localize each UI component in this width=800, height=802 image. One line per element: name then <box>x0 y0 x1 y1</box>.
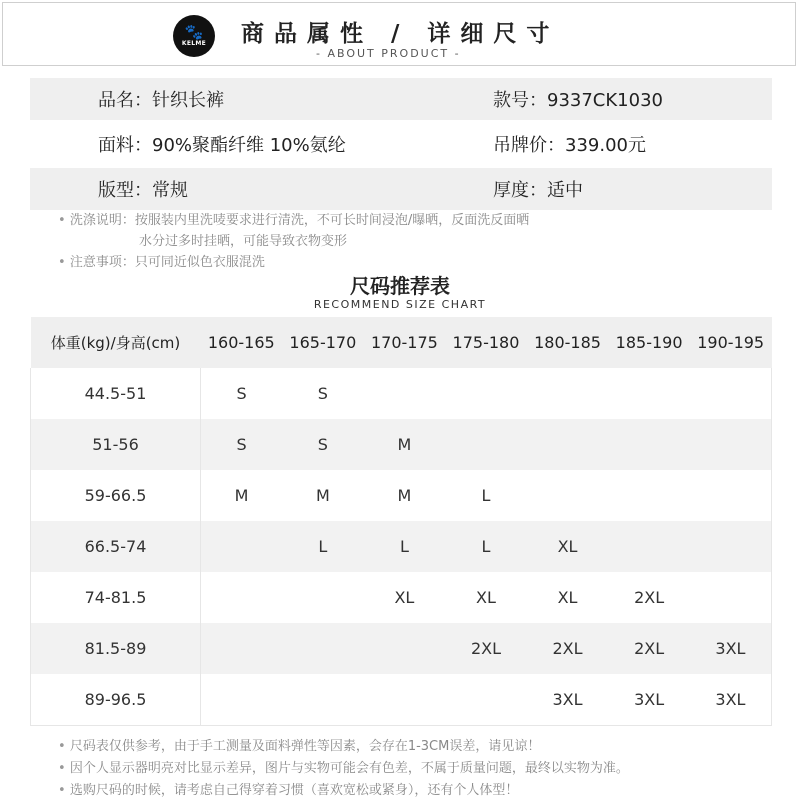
footer-note: • 因个人显示器明亮对比显示差异，图片与实物可能会有色差，不属于质量问题，最终以实物为准。 <box>58 761 629 776</box>
size-cell <box>527 419 609 470</box>
corner-header: 体重(kg)/身高(cm) <box>31 317 201 368</box>
size-cell <box>282 572 364 623</box>
table-row <box>31 572 772 623</box>
size-chart-table <box>30 317 772 726</box>
size-cell <box>282 623 364 674</box>
size-cell <box>690 572 772 623</box>
size-chart-title: 尺码推荐表 <box>350 274 450 298</box>
footer-notes <box>58 736 629 802</box>
attribute-row <box>30 123 772 165</box>
section-subtitle: - ABOUT PRODUCT - <box>316 47 461 60</box>
size-cell: 2XL <box>527 623 609 674</box>
fabric: 面料：90%聚酯纤维 10%氨纶 <box>98 135 346 156</box>
thickness: 厚度：适中 <box>493 180 583 201</box>
wash-instructions-cont: 水分过多时挂晒，可能导致衣物变形 <box>139 234 348 249</box>
table-row <box>31 623 772 674</box>
size-cell: M <box>315 486 330 505</box>
size-cell: M <box>397 486 412 505</box>
size-cell <box>364 623 446 674</box>
size-cell <box>445 368 527 419</box>
height-header: 160-165 <box>201 317 283 368</box>
weight-cell: 89-96.5 <box>31 674 201 726</box>
size-cell: 3XL <box>608 674 690 726</box>
height-header: 165-170 <box>282 317 364 368</box>
size-cell: S <box>201 419 283 470</box>
height-header: 190-195 <box>690 317 772 368</box>
size-cell <box>690 470 772 521</box>
size-cell: S <box>282 419 364 470</box>
table-header-row <box>31 317 772 368</box>
attribute-row <box>30 78 772 120</box>
size-chart-subtitle: RECOMMEND SIZE CHART <box>313 298 487 311</box>
footer-note: • 选购尺码的时候，请考虑自己得穿着习惯（喜欢宽松或紧身），还有个人体型！ <box>58 783 519 798</box>
size-cell: 3XL <box>527 674 609 726</box>
size-cell: L <box>481 486 491 505</box>
table-row <box>31 470 772 521</box>
product-attributes <box>30 78 772 213</box>
size-cell <box>608 419 690 470</box>
footer-note: • 尺码表仅供参考，由于手工测量及面料弹性等因素，会存在1-3CM误差，请见谅！ <box>58 739 541 754</box>
size-cell <box>527 470 609 521</box>
table-body <box>31 368 772 726</box>
size-cell <box>690 521 772 572</box>
size-cell: 3XL <box>690 674 772 726</box>
size-cell <box>364 368 446 419</box>
size-cell: XL <box>476 588 496 607</box>
size-cell <box>690 368 772 419</box>
size-cell: 2XL <box>608 623 690 674</box>
table-row <box>31 674 772 726</box>
size-cell: 3XL <box>690 623 772 674</box>
wash-instructions: • 洗涤说明：按服装内里洗唛要求进行清洗，不可长时间浸泡/曝晒，反面洗反面晒 <box>58 213 530 228</box>
section-title: 商品属性 / 详细尺寸 <box>241 21 560 47</box>
weight-cell: 74-81.5 <box>31 572 201 623</box>
height-header: 170-175 <box>364 317 446 368</box>
attention-note: • 注意事项：只可同近似色衣服混洗 <box>58 255 265 270</box>
style-number: 款号：9337CK1030 <box>493 90 663 111</box>
size-cell <box>527 368 609 419</box>
size-cell <box>690 419 772 470</box>
size-cell <box>201 572 283 623</box>
tag-price: 吊牌价：339.00元 <box>493 135 646 156</box>
size-cell: S <box>201 368 283 419</box>
attribute-row <box>30 168 772 210</box>
size-cell: XL <box>394 588 415 607</box>
size-cell: 2XL <box>445 623 527 674</box>
fit-type: 版型：常规 <box>98 180 188 201</box>
size-cell <box>364 674 446 726</box>
size-cell <box>201 623 283 674</box>
size-cell: XL <box>557 588 578 607</box>
logo-text: KELME <box>181 39 207 47</box>
size-cell <box>282 674 364 726</box>
weight-cell: 59-66.5 <box>31 470 201 521</box>
table-row <box>31 368 772 419</box>
size-cell <box>445 419 527 470</box>
kelme-logo <box>173 15 215 57</box>
product-name: 品名：针织长裤 <box>98 90 224 111</box>
size-cell <box>201 521 283 572</box>
size-cell: L <box>445 521 527 572</box>
size-cell: XL <box>527 521 609 572</box>
weight-cell: 66.5-74 <box>31 521 201 572</box>
weight-cell: 51-56 <box>31 419 201 470</box>
table-row <box>31 419 772 470</box>
size-cell: L <box>282 521 364 572</box>
height-header: 175-180 <box>445 317 527 368</box>
header-banner <box>2 2 796 66</box>
paw-icon: 🐾 <box>184 22 204 41</box>
height-header: 180-185 <box>527 317 609 368</box>
size-cell: L <box>364 521 446 572</box>
size-cell: S <box>317 384 328 403</box>
size-cell: M <box>201 470 283 521</box>
size-cell: 2XL <box>634 588 665 607</box>
size-cell <box>608 368 690 419</box>
size-cell <box>445 674 527 726</box>
care-notes <box>58 210 529 273</box>
size-cell <box>201 674 283 726</box>
table-row <box>31 521 772 572</box>
weight-cell: 81.5-89 <box>31 623 201 674</box>
size-cell <box>608 470 690 521</box>
size-cell <box>608 521 690 572</box>
weight-cell: 44.5-51 <box>31 368 201 419</box>
height-header: 185-190 <box>608 317 690 368</box>
size-cell: M <box>364 419 446 470</box>
